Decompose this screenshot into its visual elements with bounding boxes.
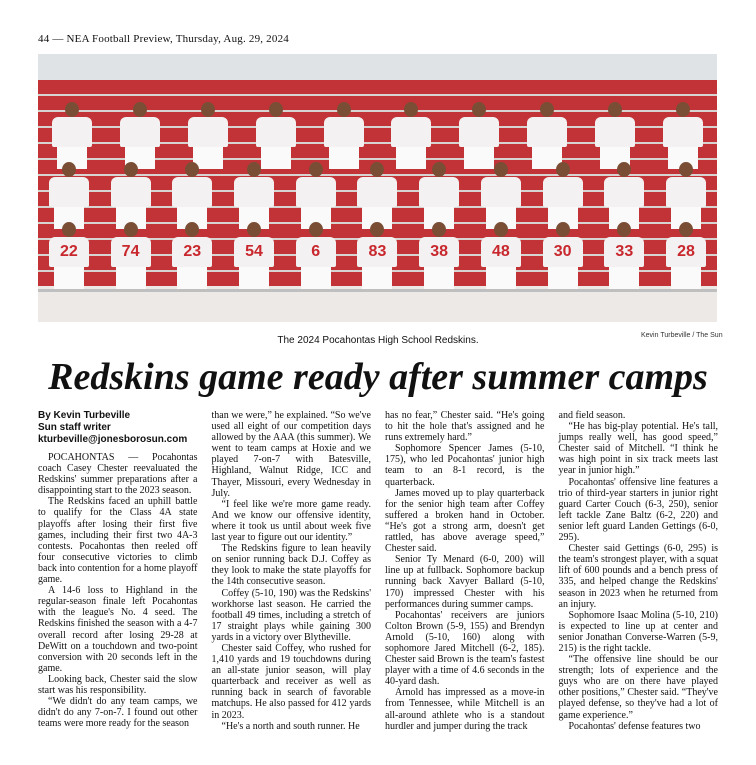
player-head <box>679 222 693 237</box>
jersey-number: 6 <box>296 237 336 267</box>
player-figure <box>108 162 154 229</box>
player-pants <box>548 267 578 289</box>
player-head <box>62 222 76 237</box>
jersey-number: 22 <box>49 237 89 267</box>
player-figure <box>293 162 339 229</box>
player-head <box>124 162 138 177</box>
player-figure <box>46 162 92 229</box>
jersey-number <box>324 117 364 147</box>
player-figure <box>660 102 706 169</box>
player-figure <box>478 162 524 229</box>
article-column-2 <box>212 410 372 760</box>
article-paragraph: Chester said Gettings (6-0, 295) is the team's strongest player, with a squat lift of 600 pounds and a bench press of 335, and helped change the Redskins' season in 2023 when he returned from an injury. <box>558 543 718 610</box>
jersey-number <box>52 117 92 147</box>
jersey-number <box>666 177 706 207</box>
player-head <box>494 222 508 237</box>
player-head <box>65 102 79 117</box>
jersey-number <box>459 117 499 147</box>
jersey-number <box>543 177 583 207</box>
player-figure <box>321 102 367 169</box>
byline-title: Sun staff writer <box>38 422 111 433</box>
article-column-1 <box>38 410 198 760</box>
player-figure <box>416 222 462 289</box>
photo-caption: The 2024 Pocahontas High School Redskins. <box>277 335 479 346</box>
player-figure <box>169 162 215 229</box>
player-head <box>617 222 631 237</box>
player-figure <box>253 102 299 169</box>
article-paragraph: Chester said Coffey, who rushed for 1,410 yards and 19 touchdowns during an all-state junior season, will play quarterback and receiver as well as running back in search of favorable matchups. He also passed for 412 yards in 2023. <box>211 642 371 721</box>
player-head <box>432 162 446 177</box>
player-head <box>617 162 631 177</box>
jersey-number <box>296 177 336 207</box>
jersey-number <box>120 117 160 147</box>
article-paragraph: Sophomore Isaac Molina (5-10, 210) is expected to line up at center and senior Jonathan Converse-Warren (5-9, 215) is the right tackle. <box>558 609 718 654</box>
photo-background <box>38 54 717 80</box>
player-head <box>185 222 199 237</box>
player-head <box>608 102 622 117</box>
player-pants <box>177 267 207 289</box>
jersey-number: 38 <box>419 237 459 267</box>
jersey-number <box>663 117 703 147</box>
player-head <box>404 102 418 117</box>
player-figure <box>388 102 434 169</box>
article-column-4 <box>559 410 719 760</box>
jersey-number <box>256 117 296 147</box>
player-row-back <box>38 102 717 169</box>
player-pants <box>424 267 454 289</box>
article-paragraph: Arnold has impressed as a move-in from Tennessee, while Mitchell is an all-around athlete who is a standout hurdler and jumper during the track <box>385 687 545 732</box>
player-pants <box>54 267 84 289</box>
article-paragraph: A 14-6 loss to Highland in the regular-season finale left Pocahontas with the league's No. 4 seed. The Redskins finished the season with a 4-7 overall record after losing 29-28 at DeWitt on a touchdown and two-point conversion with 20 seconds left in the game. <box>38 585 198 674</box>
player-head <box>201 102 215 117</box>
page-header: 44 — NEA Football Preview, Thursday, Aug. 29, 2024 <box>38 33 289 45</box>
jersey-number: 83 <box>357 237 397 267</box>
jersey-number <box>172 177 212 207</box>
player-figure <box>108 222 154 289</box>
photo-credit: Kevin Turbeville / The Sun <box>641 332 723 339</box>
jersey-number: 23 <box>172 237 212 267</box>
article-paragraph: than we were,” he explained. “So we've used all eight of our competition days allowed by the AAA (this summer). We went to team camps at Hoxie and we played 7-on-7 with Batesville, Highland, Walnut Ridge, ICC and Thayer, Missouri, every Wednesday in July. <box>211 410 371 499</box>
player-head <box>556 222 570 237</box>
player-figure <box>478 222 524 289</box>
headline: Redskins game ready after summer camps <box>48 356 708 398</box>
article-paragraph: Pocahontas' receivers are juniors Colton Brown (5-9, 155) and Brendyn Arnold (5-10, 160) along with sophomore Jared Mitchell (6-2, 185). Chester said Brown is the team's fastest player with a time of 4.6 seconds in the 40-yard dash. <box>385 609 545 688</box>
jersey-number <box>481 177 521 207</box>
player-head <box>62 162 76 177</box>
player-head <box>309 162 323 177</box>
player-figure <box>592 102 638 169</box>
player-head <box>247 222 261 237</box>
jersey-number: 30 <box>543 237 583 267</box>
player-figure <box>49 102 95 169</box>
jersey-number <box>49 177 89 207</box>
player-head <box>472 102 486 117</box>
team-photo <box>38 54 717 322</box>
player-figure <box>524 102 570 169</box>
player-head <box>337 102 351 117</box>
player-figure <box>601 162 647 229</box>
jersey-number <box>595 117 635 147</box>
jersey-number <box>234 177 274 207</box>
player-pants <box>671 267 701 289</box>
player-head <box>185 162 199 177</box>
player-figure <box>293 222 339 289</box>
article-paragraph: The Redskins figure to lean heavily on senior running back D.J. Coffey as they look to make the state playoffs for the 14th consecutive season. <box>211 543 371 588</box>
player-pants <box>116 267 146 289</box>
player-figure <box>117 102 163 169</box>
jersey-number <box>604 177 644 207</box>
jersey-number: 48 <box>481 237 521 267</box>
jersey-number: 28 <box>666 237 706 267</box>
article-paragraph: POCAHONTAS — Pocahontas coach Casey Chester reevaluated the Redskins' summer preparations after a disappointing start to the 2023 season. <box>38 452 198 497</box>
article-paragraph: “The offensive line should be our strength; lots of experience and the guys who are on there have played other positions,” Chester said. “They've played defense, so they've had a lot of game experience.” <box>558 654 718 721</box>
article-body <box>38 410 718 760</box>
player-figure <box>169 222 215 289</box>
article-paragraph: James moved up to play quarterback for the senior high team after Coffey suffered a broken hand in October. “He's got a strong arm, doesn't get rattled, has above average speed,” Chester said. <box>385 487 545 555</box>
player-pants <box>362 267 392 289</box>
player-head <box>309 222 323 237</box>
byline-name: By Kevin Turbeville <box>38 410 131 421</box>
article-paragraph: and field season. <box>558 410 626 421</box>
article-paragraph: Looking back, Chester said the slow start was his responsibility. <box>38 673 198 696</box>
article-paragraph: “He has big-play potential. He's tall, jumps really well, has good speed,” Chester said of Mitchell. “I think he was high point in six track meets last year in junior high.” <box>558 421 718 477</box>
player-figure <box>185 102 231 169</box>
jersey-number <box>527 117 567 147</box>
player-head <box>432 222 446 237</box>
byline <box>38 410 198 446</box>
player-head <box>247 162 261 177</box>
article-paragraph: “We didn't do any team camps, we didn't do any 7-on-7. I found out other teams were more ready for the season <box>38 696 198 730</box>
player-pants <box>301 267 331 289</box>
player-head <box>370 162 384 177</box>
railing <box>38 289 717 292</box>
jersey-number: 54 <box>234 237 274 267</box>
player-pants <box>486 267 516 289</box>
jersey-number <box>357 177 397 207</box>
article-paragraph: Pocahontas' defense features two <box>568 720 701 732</box>
player-figure <box>46 222 92 289</box>
jersey-number <box>111 177 151 207</box>
article-paragraph: Sophomore Spencer James (5-10, 175), who led Pocahontas' junior high team to an 8-1 record, is the quarterback. <box>385 443 545 488</box>
player-head <box>540 102 554 117</box>
player-figure <box>456 102 502 169</box>
player-figure <box>663 162 709 229</box>
player-figure <box>601 222 647 289</box>
jersey-number <box>188 117 228 147</box>
jersey-number <box>419 177 459 207</box>
article-paragraph: Coffey (5-10, 190) was the Redskins' workhorse last season. He carried the football 49 times, including a stretch of 17 straight plays while gaining 300 yards in a victory over Blytheville. <box>211 587 371 643</box>
article-paragraph: Senior Ty Menard (6-0, 200) will line up at fullback. Sophomore backup running back Xavyer Ballard (5-10, 170) impressed Chester with his performances during summer camps. <box>385 554 545 610</box>
player-head <box>269 102 283 117</box>
article-paragraph: “He's a north and south runner. He <box>221 720 360 732</box>
player-row-front <box>38 222 717 289</box>
player-figure <box>540 162 586 229</box>
player-head <box>494 162 508 177</box>
article-column-3 <box>385 410 545 760</box>
article-paragraph: The Redskins faced an uphill battle to qualify for the Class 4A state playoffs after losing their first five games, including their first two 4A-3 contests. Pocahontas then reeled off four consecutive victories to climb back into contention for a home playoff game. <box>38 496 198 586</box>
player-head <box>556 162 570 177</box>
article-paragraph: “I feel like we're more game ready. And we know our offensive identity, where it took us until about week five last year to figure out our identity.” <box>211 498 371 544</box>
player-figure <box>663 222 709 289</box>
jersey-number <box>391 117 431 147</box>
jersey-number: 33 <box>604 237 644 267</box>
player-head <box>124 222 138 237</box>
player-row-middle <box>38 162 717 229</box>
jersey-number: 74 <box>111 237 151 267</box>
player-pants <box>609 267 639 289</box>
player-figure <box>354 162 400 229</box>
player-head <box>370 222 384 237</box>
player-head <box>679 162 693 177</box>
player-figure <box>354 222 400 289</box>
byline-email: kturbeville@jonesborosun.com <box>38 434 188 445</box>
article-paragraph: has no fear,” Chester said. “He's going to hit the hole that's assigned and he runs extremely hard.” <box>385 410 545 444</box>
player-figure <box>231 222 277 289</box>
player-pants <box>239 267 269 289</box>
player-figure <box>540 222 586 289</box>
player-head <box>676 102 690 117</box>
player-figure <box>416 162 462 229</box>
player-head <box>133 102 147 117</box>
player-figure <box>231 162 277 229</box>
article-paragraph: Pocahontas' offensive line features a trio of third-year starters in junior right guard Carter Couch (6-3, 250), senior left tackle Zane Baltz (6-2, 220) and senior left guard Landen Gettings (6-0, 295). <box>558 476 718 544</box>
